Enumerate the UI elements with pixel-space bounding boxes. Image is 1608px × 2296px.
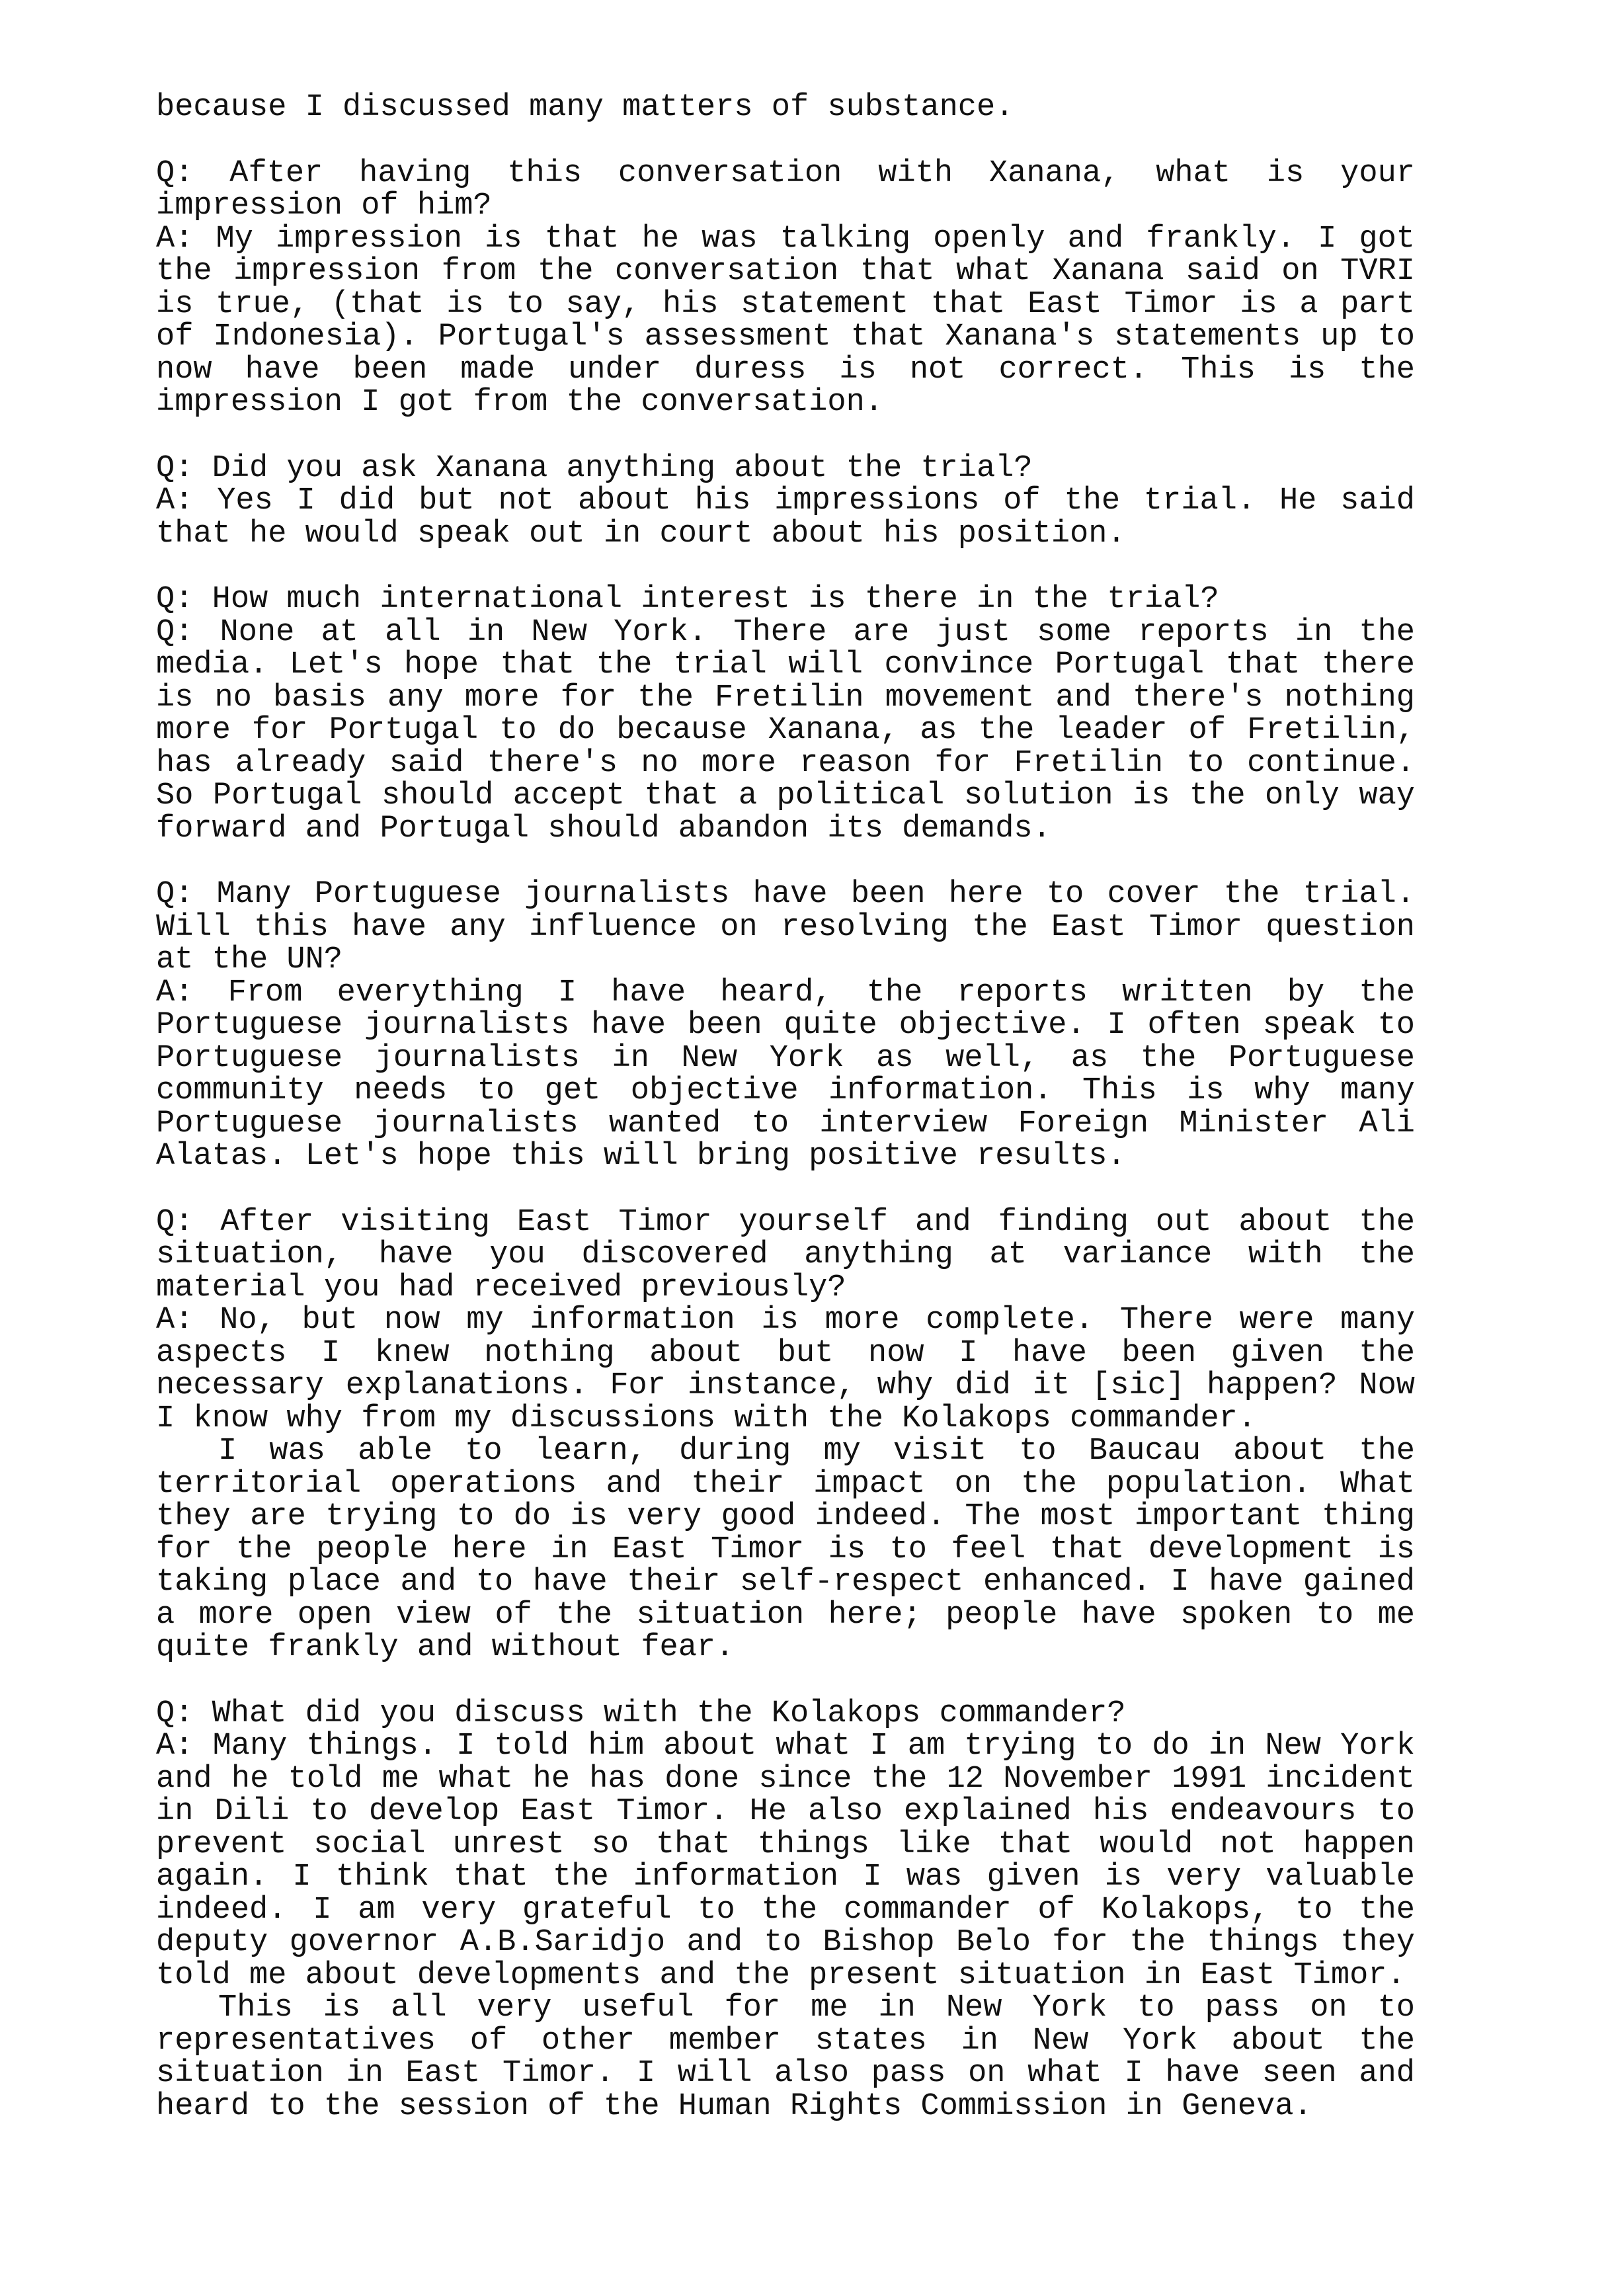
question-text: Q: What did you discuss with the Kolakops commander? [156,1696,1126,1731]
answer-continuation-text: This is all very useful for me in New York to pass on to representatives of other member states in New York about the situation in East Timor. I will also pass on what I have seen and heard to the session of the Human Rights Commission in Geneva. [156,1990,1415,2124]
answer-text: A: My impression is that he was talking openly and frankly. I got the impression from the conversation that what Xanana said on TVRI is true, (that is to say, his statement that East Timor is a part of Indonesia). Portugal's assessment that Xanana's statements up to now have been made under duress is not correct. This is the impression I got from the conversation. [156,221,1415,420]
question-text: Q: Did you ask Xanana anything about the trial? [156,450,1033,486]
document-page [156,91,1415,2260]
continuation-text: because I discussed many matters of substance. [156,91,1014,125]
qa-block-4 [156,878,1415,1173]
qa-block-5 [156,1206,1415,1664]
answer-text: Q: None at all in New York. There are just some reports in the media. Let's hope that the trial will convince Portugal that there is no basis any more for the Fretilin movement and there's nothing more for Portugal to do because Xanana, as the leader of Fretilin, has already said there's no more reason for Fretilin to continue. So Portugal should accept that a political solution is the only way forward and Portugal should abandon its demands. [156,614,1415,846]
answer-text: A: No, but now my information is more complete. There were many aspects I knew nothing about but now I have been given the necessary explanations. For instance, why did it [sic] happen? Now I know why from my discussions with the Kolakops commander. [156,1303,1415,1436]
answer-text: A: Yes I did but not about his impressions of the trial. He said that he would speak out in court about his position. [156,483,1415,552]
answer-continuation-text: I was able to learn, during my visit to Baucau about the territorial operations and their impact on the population. What they are trying to do is very good indeed. The most important thing for the people here in East Timor is to feel that development is taking place and to have their self-respect enhanced. I have gained a more open view of the situation here; people have spoken to me quite frankly and without fear. [156,1434,1415,1665]
answer-text: A: From everything I have heard, the reports written by the Portuguese journalists have been quite objective. I often speak to Portuguese journalists in New York as well, as the Portuguese community needs to get objective information. This is why many Portuguese journalists wanted to interview Foreign Minister Ali Alatas. Let's hope this will bring positive results. [156,975,1415,1174]
paragraph-0 [156,91,1415,124]
qa-block-6 [156,1698,1415,2123]
qa-block-3 [156,583,1415,845]
question-text: Q: How much international interest is there in the trial? [156,582,1219,617]
question-text: Q: Many Portuguese journalists have been here to cover the trial. Will this have any influence on resolving the East Timor question at the UN? [156,877,1415,977]
question-text: Q: After having this conversation with Xanana, what is your impression of him? [156,155,1415,224]
qa-block-1 [156,157,1415,419]
qa-block-2 [156,452,1415,551]
answer-text: A: Many things. I told him about what I am trying to do in New York and he told me what he has done since the 12 November 1991 incident in Dili to develop East Timor. He also explained his endeavours to prevent social unrest so that things like that would not happen again. I think that the information I was given is very valuable indeed. I am very grateful to the commander of Kolakops, to the deputy governor A.B.Saridjo and to Bishop Belo for the things they told me about developments and the present situation in East Timor. [156,1729,1415,1993]
question-text: Q: After visiting East Timor yourself and finding out about the situation, have you discovered anything at variance with the material you had received previously? [156,1204,1415,1305]
